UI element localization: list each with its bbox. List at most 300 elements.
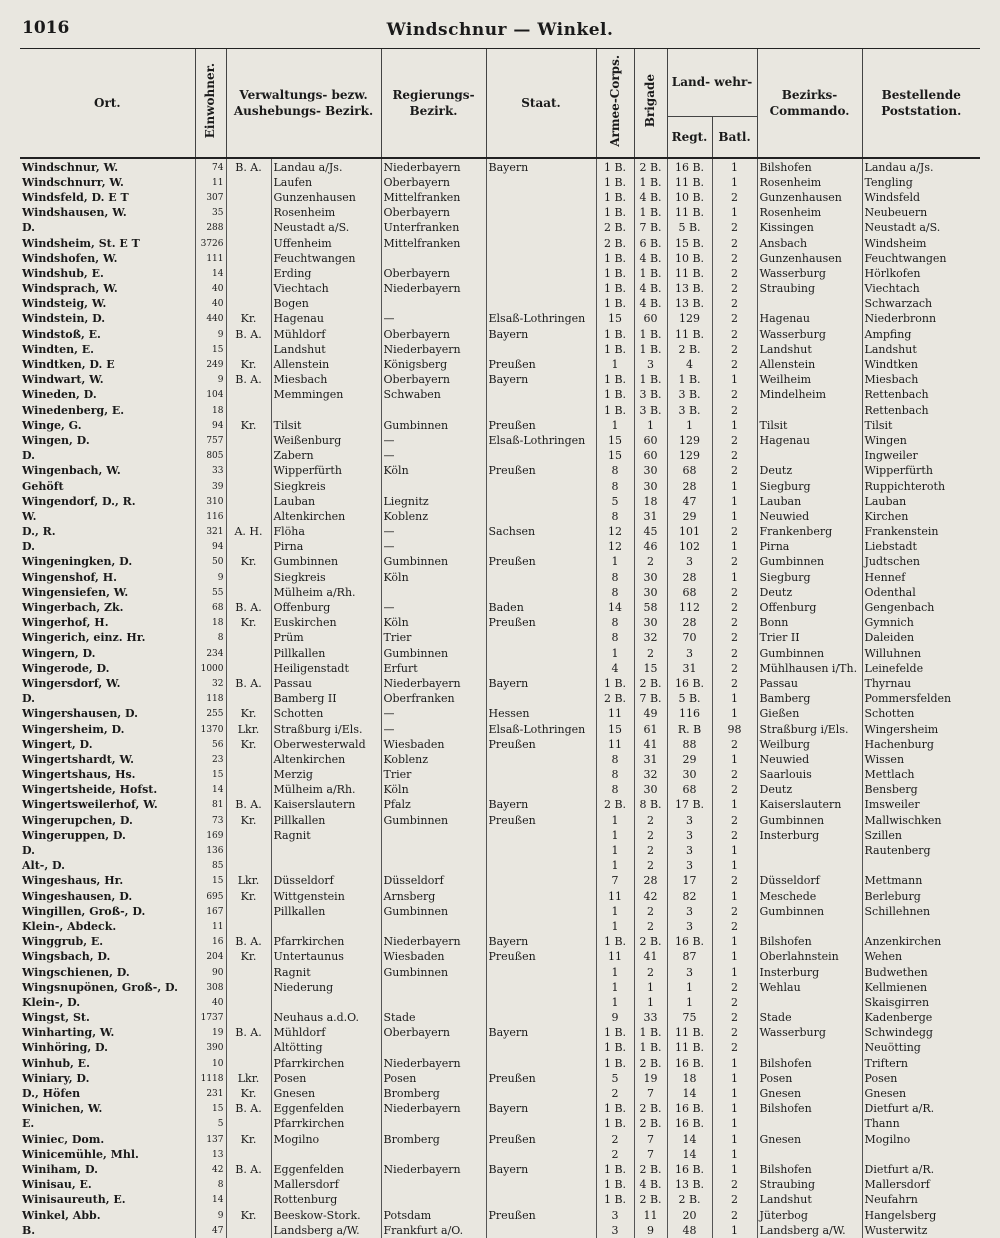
cell-armeekorps: 11 xyxy=(596,889,634,904)
cell-verwaltungsbezirk: Pillkallen xyxy=(271,646,381,661)
cell-brigade: 41 xyxy=(634,950,667,965)
cell-behoerde xyxy=(226,631,271,646)
cell-armeekorps: 12 xyxy=(596,540,634,555)
cell-staat xyxy=(486,297,596,312)
cell-einwohner: 9 xyxy=(195,1208,226,1223)
cell-einwohner: 14 xyxy=(195,1193,226,1208)
cell-einwohner: 9 xyxy=(195,327,226,342)
cell-armeekorps: 1 B. xyxy=(596,1056,634,1071)
cell-brigade: 2 xyxy=(634,828,667,843)
cell-behoerde xyxy=(226,843,271,858)
cell-staat xyxy=(486,859,596,874)
cell-brigade: 1 B. xyxy=(634,206,667,221)
cell-regierungsbezirk: Oberbayern xyxy=(381,266,486,281)
cell-brigade: 7 xyxy=(634,1086,667,1101)
cell-bataillon: 2 xyxy=(712,449,757,464)
cell-einwohner: 42 xyxy=(195,1162,226,1177)
cell-ort: Wingertsheide, Hofst. xyxy=(22,783,158,797)
cell-poststation: Ingweiler xyxy=(862,449,980,464)
table-row xyxy=(20,1147,980,1162)
cell-poststation: Liebstadt xyxy=(862,540,980,555)
cell-poststation: Kirchen xyxy=(862,509,980,524)
cell-bezirkskommando: Gunzenhausen xyxy=(757,190,862,205)
table-row xyxy=(20,1026,980,1041)
cell-behoerde: Kr. xyxy=(226,1208,271,1223)
table-row xyxy=(20,919,980,934)
cell-einwohner: 1000 xyxy=(195,661,226,676)
cell-bezirkskommando: Kissingen xyxy=(757,221,862,236)
cell-brigade: 4 B. xyxy=(634,1178,667,1193)
cell-staat xyxy=(486,342,596,357)
cell-bezirkskommando: Jüterbog xyxy=(757,1208,862,1223)
table-row xyxy=(20,525,980,540)
cell-poststation: Rettenbach xyxy=(862,403,980,418)
table-row xyxy=(20,692,980,707)
cell-regierungsbezirk: — xyxy=(381,433,486,448)
cell-brigade: 28 xyxy=(634,874,667,889)
cell-einwohner: 94 xyxy=(195,540,226,555)
cell-bataillon: 1 xyxy=(712,158,757,175)
cell-brigade: 60 xyxy=(634,312,667,327)
gazetteer-table xyxy=(20,48,980,1238)
table-row xyxy=(20,479,980,494)
cell-ort: Wingersheim, D. xyxy=(22,722,125,736)
cell-armeekorps: 1 B. xyxy=(596,1193,634,1208)
cell-ort: Wingensiefen, W. xyxy=(22,585,129,599)
cell-behoerde xyxy=(226,221,271,236)
cell-armeekorps: 4 xyxy=(596,661,634,676)
cell-bataillon: 2 xyxy=(712,388,757,403)
cell-poststation: Neubeuern xyxy=(862,206,980,221)
cell-behoerde xyxy=(226,190,271,205)
cell-ort: Wingschienen, D. xyxy=(22,965,130,979)
cell-bezirkskommando: Saarlouis xyxy=(757,768,862,783)
cell-staat xyxy=(486,1223,596,1238)
table-row xyxy=(20,859,980,874)
cell-bezirkskommando: Frankenberg xyxy=(757,525,862,540)
cell-regierungsbezirk: Köln xyxy=(381,464,486,479)
table-row xyxy=(20,388,980,403)
cell-behoerde xyxy=(226,1178,271,1193)
cell-bataillon: 1 xyxy=(712,373,757,388)
cell-behoerde: Kr. xyxy=(226,418,271,433)
cell-regierungsbezirk: Stade xyxy=(381,1011,486,1026)
cell-einwohner: 47 xyxy=(195,1223,226,1238)
cell-einwohner: 307 xyxy=(195,190,226,205)
cell-regierungsbezirk: — xyxy=(381,600,486,615)
cell-regiment: 3 xyxy=(667,919,712,934)
cell-staat: Bayern xyxy=(486,676,596,691)
cell-armeekorps: 15 xyxy=(596,449,634,464)
cell-behoerde xyxy=(226,919,271,934)
cell-poststation xyxy=(862,859,980,874)
cell-armeekorps: 8 xyxy=(596,464,634,479)
cell-bataillon: 1 xyxy=(712,707,757,722)
cell-bataillon: 1 xyxy=(712,540,757,555)
cell-verwaltungsbezirk: Düsseldorf xyxy=(271,874,381,889)
cell-behoerde xyxy=(226,251,271,266)
cell-regierungsbezirk: Potsdam xyxy=(381,1208,486,1223)
cell-behoerde xyxy=(226,297,271,312)
cell-regiment: 16 B. xyxy=(667,676,712,691)
cell-armeekorps: 1 xyxy=(596,995,634,1010)
cell-poststation: Pommersfelden xyxy=(862,692,980,707)
cell-staat: Preußen xyxy=(486,737,596,752)
cell-ort: Alt-, D. xyxy=(22,859,65,873)
cell-poststation: Wissen xyxy=(862,752,980,767)
table-row xyxy=(20,555,980,570)
cell-poststation: Mallersdorf xyxy=(862,1178,980,1193)
header-landwehr-label: Land- wehr- xyxy=(668,49,757,117)
cell-einwohner: 169 xyxy=(195,828,226,843)
cell-regierungsbezirk: Gumbinnen xyxy=(381,646,486,661)
cell-bataillon: 2 xyxy=(712,266,757,281)
cell-bezirkskommando: Stade xyxy=(757,1011,862,1026)
cell-behoerde xyxy=(226,266,271,281)
cell-brigade: 7 B. xyxy=(634,692,667,707)
cell-bezirkskommando: Siegburg xyxy=(757,570,862,585)
cell-staat xyxy=(486,190,596,205)
cell-ort: W. xyxy=(22,509,37,523)
table-row xyxy=(20,494,980,509)
cell-einwohner: 3726 xyxy=(195,236,226,251)
cell-bezirkskommando: Weilheim xyxy=(757,373,862,388)
cell-verwaltungsbezirk: Niederung xyxy=(271,980,381,995)
cell-behoerde: Kr. xyxy=(226,1132,271,1147)
cell-staat xyxy=(486,175,596,190)
cell-poststation: Willuhnen xyxy=(862,646,980,661)
cell-ort: Wingerode, D. xyxy=(22,661,110,675)
cell-brigade: 7 xyxy=(634,1147,667,1162)
cell-bataillon: 2 xyxy=(712,585,757,600)
cell-regierungsbezirk: Arnsberg xyxy=(381,889,486,904)
cell-regiment: 18 xyxy=(667,1071,712,1086)
cell-einwohner: 10 xyxy=(195,1056,226,1071)
cell-verwaltungsbezirk: Landau a/Js. xyxy=(271,158,381,175)
cell-regierungsbezirk: Mittelfranken xyxy=(381,236,486,251)
cell-bezirkskommando: Neuwied xyxy=(757,752,862,767)
cell-staat xyxy=(486,570,596,585)
header-brigade: Brigade xyxy=(634,49,667,159)
cell-regierungsbezirk: Niederbayern xyxy=(381,676,486,691)
cell-brigade: 1 B. xyxy=(634,1026,667,1041)
table-row xyxy=(20,874,980,889)
cell-regiment: 1 xyxy=(667,995,712,1010)
cell-regierungsbezirk: Schwaben xyxy=(381,388,486,403)
cell-regierungsbezirk xyxy=(381,1193,486,1208)
table-row xyxy=(20,297,980,312)
cell-verwaltungsbezirk: Straßburg i/Els. xyxy=(271,722,381,737)
cell-bataillon: 2 xyxy=(712,631,757,646)
table-row xyxy=(20,1162,980,1177)
cell-bezirkskommando: Gumbinnen xyxy=(757,555,862,570)
cell-ort: Windwart, W. xyxy=(22,373,104,387)
cell-regiment: 68 xyxy=(667,585,712,600)
cell-brigade: 2 B. xyxy=(634,1102,667,1117)
cell-brigade: 2 xyxy=(634,813,667,828)
cell-ort: Wingerbach, Zk. xyxy=(22,601,124,615)
cell-armeekorps: 1 B. xyxy=(596,935,634,950)
cell-bezirkskommando: Neuwied xyxy=(757,509,862,524)
header-staat: Staat. xyxy=(486,49,596,159)
cell-staat xyxy=(486,783,596,798)
table-row xyxy=(20,904,980,919)
cell-brigade: 1 xyxy=(634,995,667,1010)
cell-verwaltungsbezirk: Beeskow-Stork. xyxy=(271,1208,381,1223)
table-row xyxy=(20,282,980,297)
cell-bezirkskommando xyxy=(757,1147,862,1162)
cell-bezirkskommando: Düsseldorf xyxy=(757,874,862,889)
cell-einwohner: 118 xyxy=(195,692,226,707)
cell-ort: Winggrub, E. xyxy=(22,935,104,949)
cell-verwaltungsbezirk: Landshut xyxy=(271,342,381,357)
cell-behoerde xyxy=(226,1223,271,1238)
table-row xyxy=(20,1178,980,1193)
cell-staat xyxy=(486,995,596,1010)
cell-einwohner: 805 xyxy=(195,449,226,464)
cell-regiment: 31 xyxy=(667,661,712,676)
cell-regierungsbezirk: Oberbayern xyxy=(381,175,486,190)
table-row xyxy=(20,327,980,342)
cell-einwohner: 231 xyxy=(195,1086,226,1101)
cell-regiment: 3 xyxy=(667,646,712,661)
table-row xyxy=(20,357,980,372)
cell-einwohner: 73 xyxy=(195,813,226,828)
cell-bezirkskommando xyxy=(757,919,862,934)
cell-armeekorps: 8 xyxy=(596,585,634,600)
cell-armeekorps: 8 xyxy=(596,509,634,524)
cell-poststation: Schillehnen xyxy=(862,904,980,919)
cell-armeekorps: 1 xyxy=(596,828,634,843)
cell-bataillon: 2 xyxy=(712,312,757,327)
cell-brigade: 2 xyxy=(634,859,667,874)
cell-poststation: Tengling xyxy=(862,175,980,190)
cell-behoerde: Kr. xyxy=(226,813,271,828)
table-row xyxy=(20,266,980,281)
table-row xyxy=(20,600,980,615)
cell-bezirkskommando: Gießen xyxy=(757,707,862,722)
cell-poststation: Dietfurt a/R. xyxy=(862,1102,980,1117)
cell-bezirkskommando: Bonn xyxy=(757,616,862,631)
cell-bataillon: 2 xyxy=(712,737,757,752)
cell-einwohner: 15 xyxy=(195,1102,226,1117)
cell-bezirkskommando xyxy=(757,1117,862,1132)
cell-poststation: Rautenberg xyxy=(862,843,980,858)
table-row xyxy=(20,585,980,600)
cell-poststation: Schwarzach xyxy=(862,297,980,312)
cell-armeekorps: 9 xyxy=(596,1011,634,1026)
cell-bataillon: 1 xyxy=(712,1102,757,1117)
cell-verwaltungsbezirk: Neuhaus a.d.O. xyxy=(271,1011,381,1026)
cell-staat: Hessen xyxy=(486,707,596,722)
cell-brigade: 2 B. xyxy=(634,1117,667,1132)
table-row xyxy=(20,1223,980,1238)
cell-bezirkskommando: Deutz xyxy=(757,783,862,798)
cell-bezirkskommando: Kaiserslautern xyxy=(757,798,862,813)
cell-armeekorps: 1 B. xyxy=(596,206,634,221)
cell-regiment: 11 B. xyxy=(667,266,712,281)
cell-bezirkskommando: Gumbinnen xyxy=(757,646,862,661)
cell-poststation: Mogilno xyxy=(862,1132,980,1147)
cell-regiment: 4 xyxy=(667,357,712,372)
cell-ort: Wingendorf, D., R. xyxy=(22,494,136,508)
cell-bataillon: 2 xyxy=(712,433,757,448)
cell-verwaltungsbezirk: Siegkreis xyxy=(271,479,381,494)
cell-staat xyxy=(486,661,596,676)
cell-behoerde: Lkr. xyxy=(226,722,271,737)
table-row xyxy=(20,509,980,524)
cell-behoerde xyxy=(226,768,271,783)
cell-regiment: 17 B. xyxy=(667,798,712,813)
cell-staat xyxy=(486,236,596,251)
cell-bezirkskommando: Siegburg xyxy=(757,479,862,494)
cell-brigade: 49 xyxy=(634,707,667,722)
cell-armeekorps: 1 B. xyxy=(596,388,634,403)
header-regt: Regt. xyxy=(671,129,708,144)
cell-regierungsbezirk xyxy=(381,1147,486,1162)
cell-poststation: Budwethen xyxy=(862,965,980,980)
cell-bataillon: 1 xyxy=(712,418,757,433)
cell-ort: Wingerhof, H. xyxy=(22,616,109,630)
cell-verwaltungsbezirk xyxy=(271,919,381,934)
cell-ort: Wingen, D. xyxy=(22,433,90,447)
cell-ort: Windten, E. xyxy=(22,342,94,356)
cell-bezirkskommando: Hagenau xyxy=(757,312,862,327)
cell-einwohner: 50 xyxy=(195,555,226,570)
cell-ort: Windshub, E. xyxy=(22,266,104,280)
cell-brigade: 2 B. xyxy=(634,1162,667,1177)
cell-brigade: 30 xyxy=(634,616,667,631)
cell-ort: Windsteig, W. xyxy=(22,297,107,311)
cell-regierungsbezirk xyxy=(381,1117,486,1132)
cell-poststation: Landshut xyxy=(862,342,980,357)
cell-regiment: 3 B. xyxy=(667,403,712,418)
cell-ort: Klein-, D. xyxy=(22,995,81,1009)
cell-armeekorps: 2 B. xyxy=(596,236,634,251)
cell-bataillon: 2 xyxy=(712,1026,757,1041)
cell-staat: Preußen xyxy=(486,357,596,372)
table-row xyxy=(20,206,980,221)
cell-ort: Winkel, Abb. xyxy=(22,1208,101,1222)
cell-ort: Windsfeld, D. E T xyxy=(22,190,129,204)
cell-ort: Wingsnupönen, Groß-, D. xyxy=(22,980,178,994)
cell-bezirkskommando: Meschede xyxy=(757,889,862,904)
cell-ort: Windsheim, St. E T xyxy=(22,236,140,250)
cell-poststation: Neufahrn xyxy=(862,1193,980,1208)
table-row xyxy=(20,995,980,1010)
cell-poststation: Windsfeld xyxy=(862,190,980,205)
cell-ort: D., Höfen xyxy=(22,1087,81,1101)
cell-staat: Elsaß-Lothringen xyxy=(486,722,596,737)
cell-regiment: 30 xyxy=(667,768,712,783)
cell-bataillon: 2 xyxy=(712,676,757,691)
table-row xyxy=(20,1071,980,1086)
cell-staat xyxy=(486,889,596,904)
cell-brigade: 2 xyxy=(634,646,667,661)
cell-armeekorps: 8 xyxy=(596,768,634,783)
cell-regierungsbezirk: Gumbinnen xyxy=(381,813,486,828)
cell-behoerde xyxy=(226,206,271,221)
cell-verwaltungsbezirk: Prüm xyxy=(271,631,381,646)
cell-regiment: 3 B. xyxy=(667,388,712,403)
cell-behoerde xyxy=(226,646,271,661)
cell-brigade: 11 xyxy=(634,1208,667,1223)
cell-behoerde: B. A. xyxy=(226,935,271,950)
cell-staat: Bayern xyxy=(486,1026,596,1041)
cell-armeekorps: 1 xyxy=(596,965,634,980)
cell-regierungsbezirk xyxy=(381,1178,486,1193)
cell-einwohner: 9 xyxy=(195,373,226,388)
cell-verwaltungsbezirk: Pfarrkirchen xyxy=(271,1056,381,1071)
cell-ort: Winharting, W. xyxy=(22,1026,115,1040)
cell-poststation: Wehen xyxy=(862,950,980,965)
cell-verwaltungsbezirk: Schotten xyxy=(271,707,381,722)
cell-staat: Bayern xyxy=(486,798,596,813)
cell-ort: Wineden, D. xyxy=(22,388,97,402)
cell-regierungsbezirk: — xyxy=(381,540,486,555)
cell-regierungsbezirk xyxy=(381,479,486,494)
cell-regiment: 13 B. xyxy=(667,282,712,297)
cell-poststation: Posen xyxy=(862,1071,980,1086)
cell-brigade: 32 xyxy=(634,631,667,646)
cell-verwaltungsbezirk: Altenkirchen xyxy=(271,509,381,524)
cell-verwaltungsbezirk: Wipperfürth xyxy=(271,464,381,479)
table-row xyxy=(20,1208,980,1223)
cell-ort: Winiec, Dom. xyxy=(22,1132,105,1146)
cell-regierungsbezirk xyxy=(381,859,486,874)
cell-regierungsbezirk: Köln xyxy=(381,570,486,585)
cell-bataillon: 1 xyxy=(712,1086,757,1101)
cell-bezirkskommando xyxy=(757,843,862,858)
cell-staat: Preußen xyxy=(486,616,596,631)
cell-verwaltungsbezirk: Hagenau xyxy=(271,312,381,327)
header-verwaltungsbezirk: Verwaltungs- bezw. Aushebungs- Bezirk. xyxy=(226,49,381,159)
cell-einwohner: 19 xyxy=(195,1026,226,1041)
cell-verwaltungsbezirk: Landsberg a/W. xyxy=(271,1223,381,1238)
cell-regiment: 3 xyxy=(667,965,712,980)
cell-verwaltungsbezirk: Gnesen xyxy=(271,1086,381,1101)
cell-armeekorps: 1 B. xyxy=(596,1117,634,1132)
cell-regiment: 2 B. xyxy=(667,1193,712,1208)
cell-behoerde xyxy=(226,995,271,1010)
cell-verwaltungsbezirk: Pillkallen xyxy=(271,904,381,919)
cell-armeekorps: 1 B. xyxy=(596,282,634,297)
cell-verwaltungsbezirk: Rosenheim xyxy=(271,206,381,221)
cell-regiment: 28 xyxy=(667,479,712,494)
cell-brigade: 3 xyxy=(634,357,667,372)
cell-verwaltungsbezirk: Pfarrkirchen xyxy=(271,1117,381,1132)
cell-staat: Preußen xyxy=(486,1132,596,1147)
table-row xyxy=(20,433,980,448)
cell-regiment: 11 B. xyxy=(667,1026,712,1041)
cell-regierungsbezirk xyxy=(381,980,486,995)
cell-staat xyxy=(486,1056,596,1071)
cell-armeekorps: 8 xyxy=(596,570,634,585)
cell-ort: Wingert, D. xyxy=(22,737,93,751)
cell-regiment: 14 xyxy=(667,1147,712,1162)
header-landwehr xyxy=(667,49,757,159)
cell-brigade: 45 xyxy=(634,525,667,540)
cell-bezirkskommando: Bilshofen xyxy=(757,1056,862,1071)
cell-bezirkskommando: Hagenau xyxy=(757,433,862,448)
cell-verwaltungsbezirk: Gunzenhausen xyxy=(271,190,381,205)
cell-einwohner: 5 xyxy=(195,1117,226,1132)
cell-verwaltungsbezirk: Eggenfelden xyxy=(271,1102,381,1117)
cell-regierungsbezirk: Oberbayern xyxy=(381,327,486,342)
table-row xyxy=(20,646,980,661)
table-row xyxy=(20,236,980,251)
cell-ort: Wingeshausen, D. xyxy=(22,889,133,903)
